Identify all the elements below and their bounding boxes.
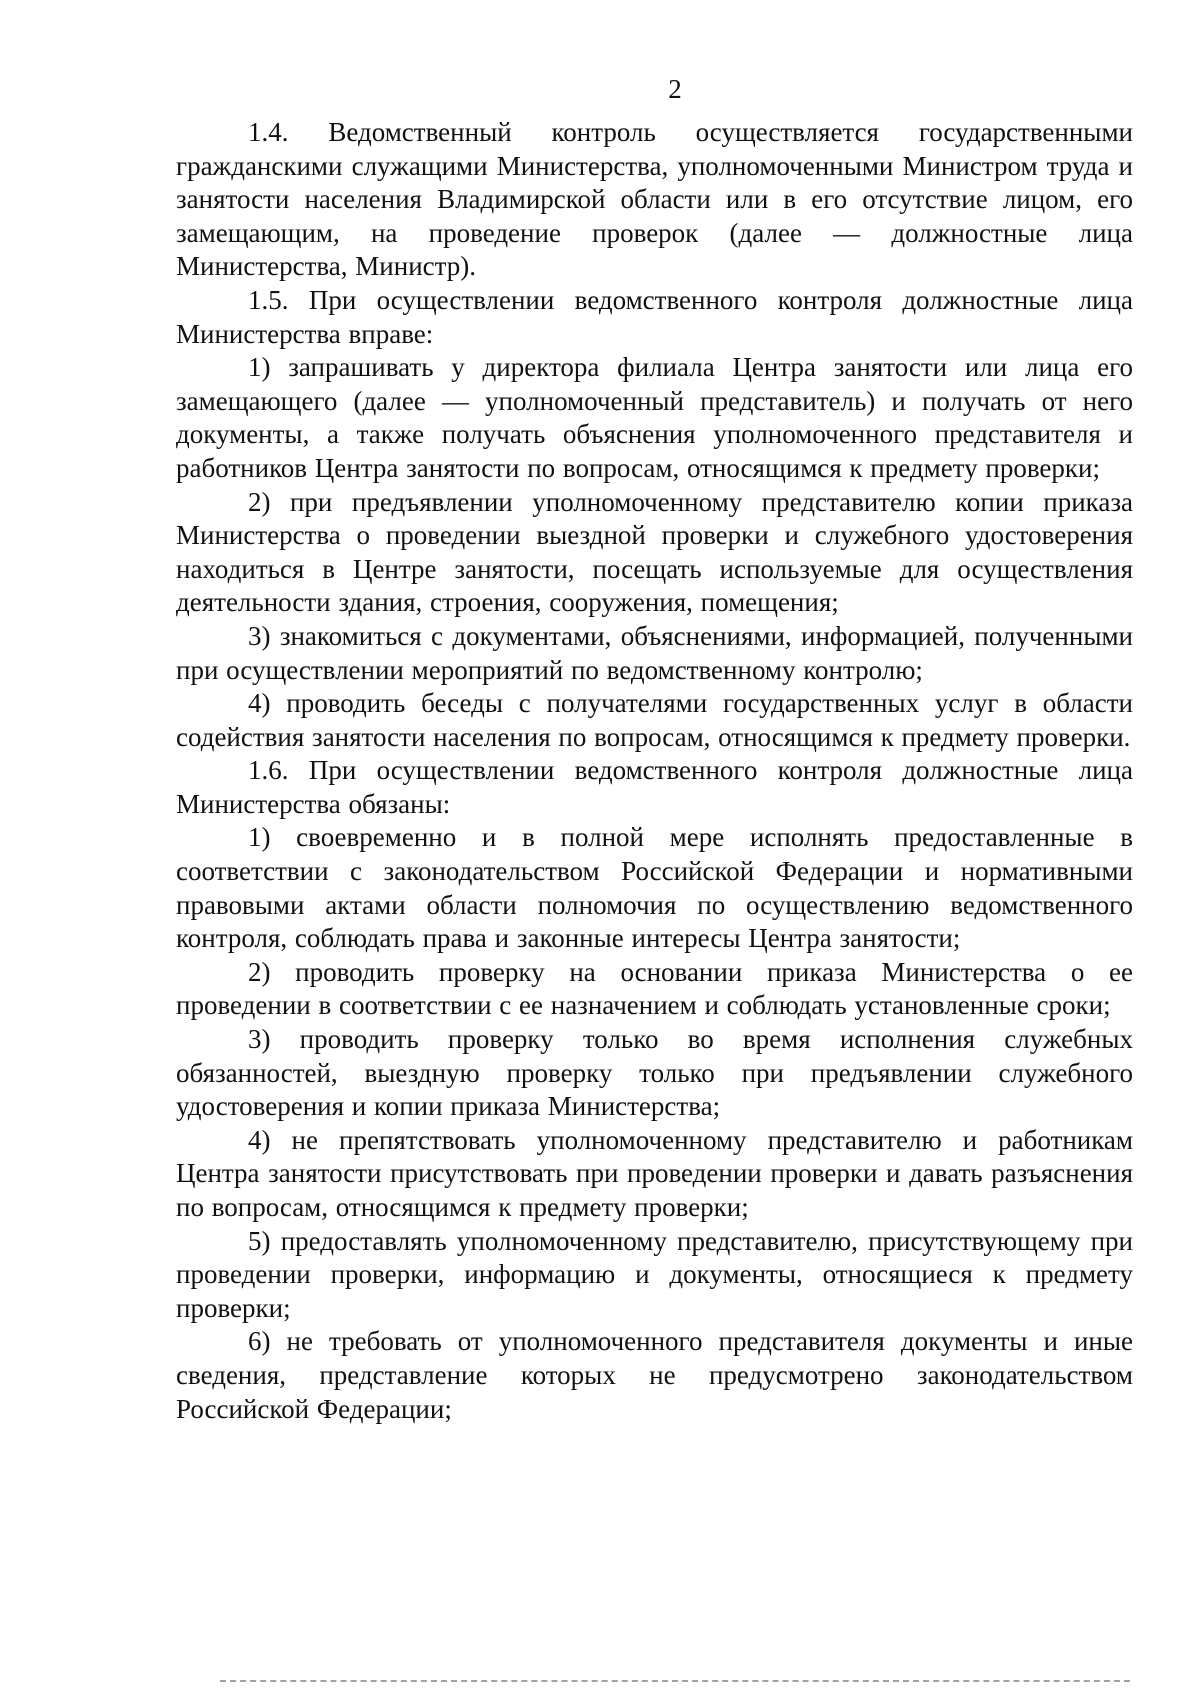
paragraph-1-5-item-1: 1) запрашивать у директора филиала Центра занятости или лица его замещающего (далее — уполномоченный представитель) и получать от него документы, а также получать объяснения уполномоченного представителя и работников Центра занятости по вопросам, относящимся к предмету проверки;	[176, 352, 1133, 483]
paragraph-1-6-item-4: 4) не препятствовать уполномоченному представителю и работникам Центра занятости присутствовать при проведении проверки и давать разъяснения по вопросам, относящимся к предмету проверки;	[176, 1124, 1133, 1222]
paragraph-1-6-item-3: 3) проводить проверку только во время исполнения служебных обязанностей, выездную проверку только при предъявлении служебного удостоверения и копии приказа Министерства;	[176, 1024, 1133, 1122]
paragraph-1-6-item-2: 2) проводить проверку на основании приказа Министерства о ее проведении в соответствии с ее назначением и соблюдать установленные сроки;	[176, 956, 1133, 1021]
paragraph-1-4: 1.4. Ведомственный контроль осуществляется государственными гражданскими служащими Министерства, уполномоченными Министром труда и занятости населения Владимирской области или в его отсутствие лицом, его замещающим, на проведение проверок (далее — должностные лица Министерства, Министр).	[176, 117, 1133, 282]
scan-edge-line	[220, 1680, 1130, 1682]
paragraph-1-6-item-5: 5) предоставлять уполномоченному представителю, присутствующему при проведении проверки, информацию и документы, относящиеся к предмету проверки;	[176, 1225, 1133, 1323]
paragraph-1-5-item-4: 4) проводить беседы с получателями государственных услуг в области содействия занятости населения по вопросам, относящимся к предмету проверки.	[176, 688, 1133, 752]
document-body	[176, 116, 1133, 1426]
paragraph-1-6-item-6: 6) не требовать от уполномоченного представителя документы и иные сведения, представление которых не предусмотрено законодательством Российской Федерации;	[176, 1326, 1133, 1424]
paragraph-1-6-item-1: 1) своевременно и в полной мере исполнять предоставленные в соответствии с законодательством Российской Федерации и нормативными правовыми актами области полномочия по осуществлению ведомственного контроля, соблюдать права и законные интересы Центра занятости;	[176, 822, 1133, 954]
paragraph-1-6: 1.6. При осуществлении ведомственного контроля должностные лица Министерства обязаны:	[176, 755, 1133, 819]
paragraph-1-5-item-3: 3) знакомиться с документами, объяснениями, информацией, полученными при осуществлении мероприятий по ведомственному контролю;	[176, 620, 1133, 685]
page-number: 2	[668, 74, 682, 104]
paragraph-1-5: 1.5. При осуществлении ведомственного контроля должностные лица Министерства вправе:	[176, 284, 1133, 349]
paragraph-1-5-item-2: 2) при предъявлении уполномоченному представителю копии приказа Министерства о проведении выездной проверки и служебного удостоверения находиться в Центре занятости, посещать используемые для осуществления деятельности здания, строения, сооружения, помещения;	[176, 486, 1133, 618]
